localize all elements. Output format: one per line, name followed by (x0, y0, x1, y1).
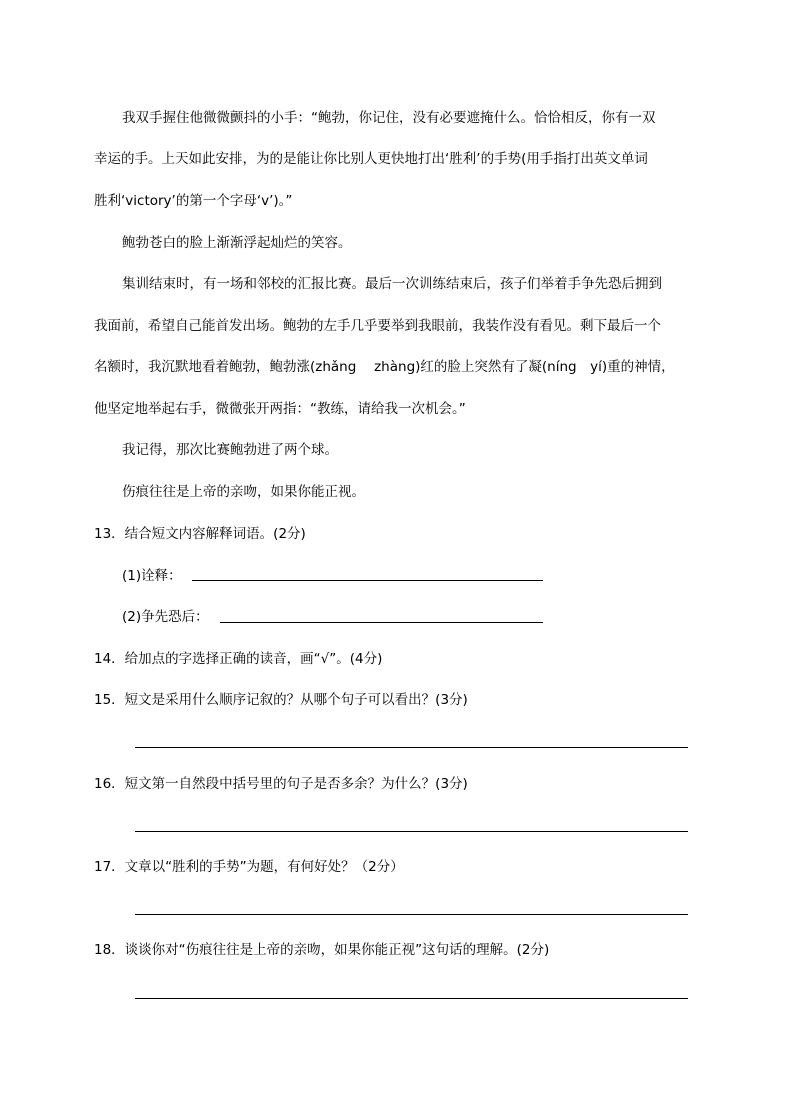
passage-paragraph-3-line-3: 名额时，我沉默地看着鲍勃，鲍勃涨(zhǎng zhàng)红的脸上突然有了凝(níng yí)重的神情， (94, 359, 675, 375)
passage-paragraph-1-line-3: 胜利‘victory’的第一个字母‘v’)。” (94, 193, 293, 209)
question-15-answer-line[interactable] (135, 747, 688, 748)
passage-paragraph-4: 我记得，那次比赛鲍勃进了两个球。 (122, 442, 338, 458)
passage-paragraph-1-line-1: 我双手握住他微微颤抖的小手：“鲍勃，你记住，没有必要遮掩什么。恰恰相反，你有一双 (122, 110, 656, 126)
passage-paragraph-1-line-2: 幸运的手。上天如此安排，为的是能让你比别人更快地打出‘胜利’的手势(用手指打出英文单词 (94, 151, 648, 167)
question-16: 16．短文第一自然段中括号里的句子是否多余？为什么？(3分) (94, 776, 468, 792)
question-13: 13．结合短文内容解释词语。(2分) (94, 526, 306, 542)
question-18: 18．谈谈你对“伤痕往往是上帝的亲吻，如果你能正视”这句话的理解。(2分) (94, 942, 550, 958)
question-13-2-answer-blank[interactable] (220, 622, 543, 623)
question-13-1-answer-blank[interactable] (192, 580, 543, 581)
passage-paragraph-3-line-1: 集训结束时，有一场和邻校的汇报比赛。最后一次训练结束后，孩子们举着手争先恐后拥到 (122, 276, 662, 292)
question-16-answer-line[interactable] (135, 831, 688, 832)
question-13-1-label: (1)诠释： (122, 568, 182, 584)
question-15: 15．短文是采用什么顺序记叙的？从哪个句子可以看出？(3分) (94, 692, 468, 708)
question-17: 17．文章以“胜利的手势”为题，有何好处？（2分） (94, 859, 404, 875)
passage-paragraph-3-line-2: 我面前，希望自己能首发出场。鲍勃的左手几乎要举到我眼前，我装作没有看见。剩下最后一个 (94, 318, 661, 334)
question-14: 14．给加点的字选择正确的读音，画“√”。(4分) (94, 651, 383, 667)
question-13-2-label: (2)争先恐后： (122, 609, 209, 625)
passage-paragraph-3-line-4: 他坚定地举起右手，微微张开两指：“教练，请给我一次机会。” (94, 401, 466, 417)
question-17-answer-line[interactable] (135, 914, 688, 915)
passage-paragraph-2: 鲍勃苍白的脸上渐渐浮起灿烂的笑容。 (122, 235, 352, 251)
question-18-answer-line[interactable] (135, 998, 688, 999)
passage-paragraph-5: 伤痕往往是上帝的亲吻，如果你能正视。 (122, 484, 365, 500)
